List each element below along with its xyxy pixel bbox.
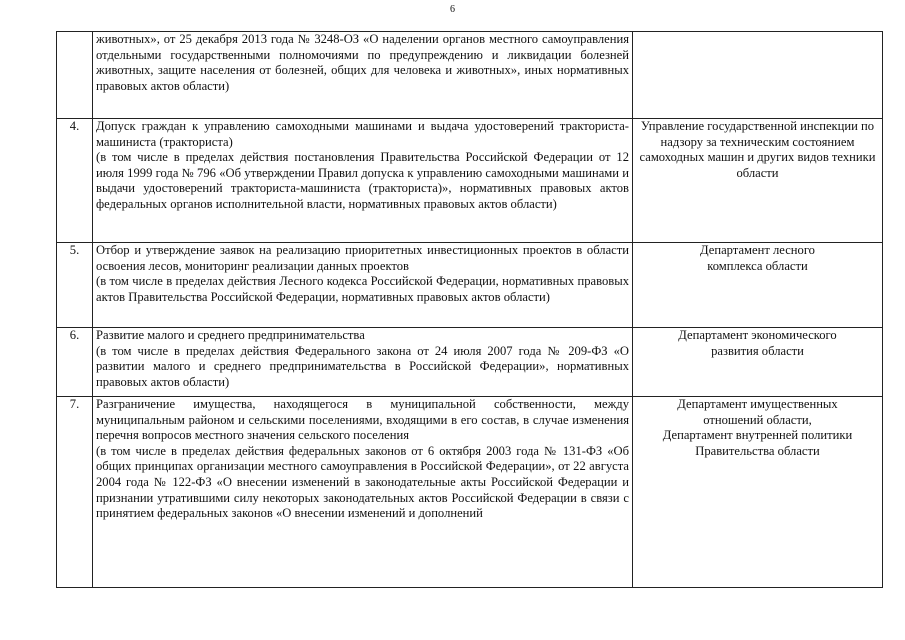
department-name: Департамент внутренней политики Правительства области bbox=[662, 428, 853, 458]
power-description bbox=[93, 119, 633, 243]
responsible-department bbox=[633, 119, 883, 243]
row-number: 4. bbox=[57, 119, 93, 243]
page-number: 6 bbox=[450, 4, 455, 15]
row-number: 5. bbox=[57, 243, 93, 328]
table-row-continuation bbox=[57, 32, 883, 119]
responsible-department bbox=[633, 328, 883, 397]
department-name: Департамент имущественных отношений области, bbox=[677, 397, 838, 427]
row-number bbox=[57, 32, 93, 119]
row-number: 7. bbox=[57, 397, 93, 588]
power-title: Разграничение имущества, находящегося в муниципальной собственности, между муниципальным районом и сельскими поселениями, входящими в его состав, в случае изменения перечня вопросов местного значения сельского поселения bbox=[96, 397, 629, 443]
row-number: 6. bbox=[57, 328, 93, 397]
table-row-6 bbox=[57, 328, 883, 397]
power-title: Развитие малого и среднего предпринимательства bbox=[96, 328, 365, 342]
power-legal-basis: (в том числе в пределах действия Лесного кодекса Российской Федерации, нормативных правовых актов Правительства Российской Федерации, нормативных правовых актов области) bbox=[96, 274, 629, 304]
responsible-department bbox=[633, 397, 883, 588]
power-description bbox=[93, 328, 633, 397]
power-description bbox=[93, 32, 633, 119]
table-row-5 bbox=[57, 243, 883, 328]
department-name: Управление государственной инспекции по надзору за техническим состоянием самоходных машин и других видов техники области bbox=[639, 119, 876, 180]
power-paragraph: животных», от 25 декабря 2013 года № 3248-ОЗ «О наделении органов местного самоуправления отдельными государственными полномочиями по предупреждению и ликвидации болезней животных, защите населения от болезней, общих для человека и животных», иных нормативных правовых актов области) bbox=[96, 32, 629, 93]
power-description bbox=[93, 243, 633, 328]
powers-table bbox=[56, 31, 883, 588]
table-row-4 bbox=[57, 119, 883, 243]
power-title: Отбор и утверждение заявок на реализацию приоритетных инвестиционных проектов в области освоения лесов, мониторинг реализации данных проектов bbox=[96, 243, 629, 273]
power-title: Допуск граждан к управлению самоходными машинами и выдача удостоверений тракториста-машиниста (тракториста) bbox=[96, 119, 629, 149]
responsible-department bbox=[633, 32, 883, 119]
department-name: Департамент экономического развития области bbox=[678, 328, 837, 358]
power-legal-basis: (в том числе в пределах действия Федерального закона от 24 июля 2007 года № 209-ФЗ «О развитии малого и среднего предпринимательства в Российской Федерации», нормативных правовых актов области) bbox=[96, 343, 629, 389]
power-legal-basis: (в том числе в пределах действия постановления Правительства Российской Федерации от 12 июля 1999 года № 796 «Об утверждении Правил допуска к управлению самоходными машинами и выдачи удостоверений тракториста-машиниста (тракториста)», нормативных правовых актов федеральных органов исполнительной власти, нормативных правовых актов области) bbox=[96, 150, 629, 211]
table-row-7 bbox=[57, 397, 883, 588]
department-name: Департамент лесного комплекса области bbox=[700, 243, 815, 273]
responsible-department bbox=[633, 243, 883, 328]
power-description bbox=[93, 397, 633, 588]
power-legal-basis: (в том числе в пределах действия федеральных законов от 6 октября 2003 года № 131-ФЗ «Об общих принципах организации местного самоуправления в Российской Федерации», от 22 августа 2004 года № 122-ФЗ «О внесении изменений в законодательные акты Российской Федерации и признании утратившими силу некоторых законодательных актов Российской Федерации в связи с принятием федеральных законов «О внесении изменений и дополнений bbox=[96, 443, 629, 521]
